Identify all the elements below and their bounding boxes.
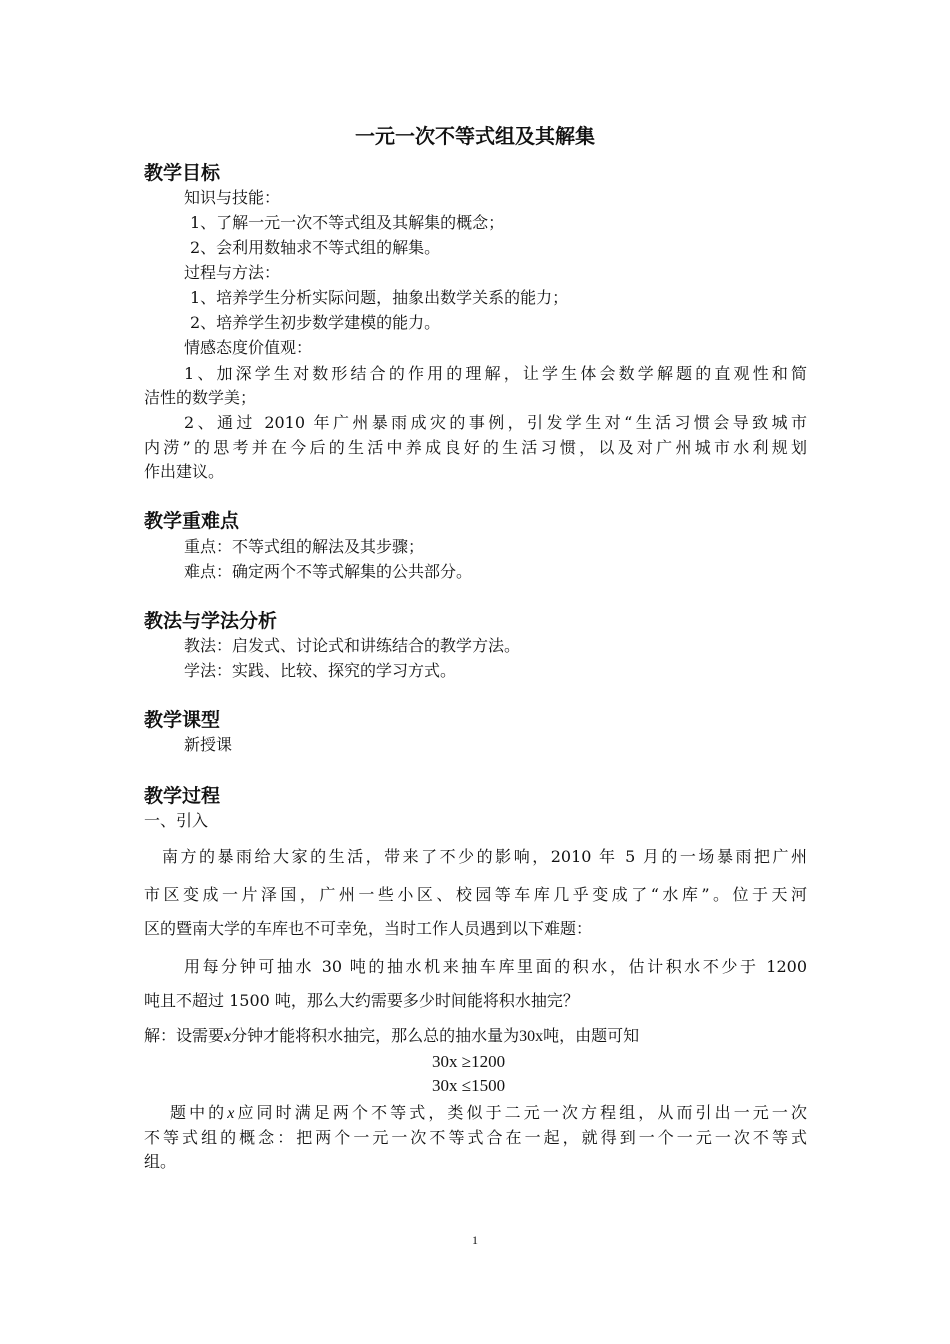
concept-prefix: 题中的 xyxy=(170,1103,228,1122)
document-title: 一元一次不等式组及其解集 xyxy=(355,124,595,148)
concept-variable-x: x xyxy=(227,1105,235,1122)
knowledge-item-1: 1、了解一元一次不等式组及其解集的概念； xyxy=(190,213,505,232)
inequality-1: 30x ≥1200 xyxy=(432,1052,506,1071)
inequality-2: 30x ≤1500 xyxy=(432,1076,506,1095)
section-intro-title: 一、引入 xyxy=(144,811,209,830)
emotion-item-1-line1: 1、加深学生对数形结合的作用的理解，让学生体会数学解题的直观性和简 xyxy=(184,364,807,383)
variable-x: x xyxy=(224,1028,232,1045)
expression-30x: 30x xyxy=(519,1028,544,1045)
intro-line-1: 南方的暴雨给大家的生活，带来了不少的影响，2010 年 5 月的一场暴雨把广州 xyxy=(162,847,807,866)
lesson-type-value: 新授课 xyxy=(184,735,233,754)
solution-prefix: 解：设需要 xyxy=(144,1026,225,1045)
concept-line-1-rest: 应同时满足两个不等式，类似于二元一次方程组，从而引出一元一次 xyxy=(234,1103,807,1122)
knowledge-label: 知识与技能： xyxy=(184,188,281,207)
emotion-item-1-line2: 洁性的数学美； xyxy=(144,388,257,407)
emotion-item-2-line1: 2、通过 2010 年广州暴雨成灾的事例，引发学生对“生活习惯会导致城市 xyxy=(184,413,807,432)
page-number: 1 xyxy=(472,1233,478,1247)
intro-line-3: 区的暨南大学的车库也不可幸免，当时工作人员遇到以下难题： xyxy=(144,919,593,938)
heading-process: 教学过程 xyxy=(144,785,221,807)
heading-methods: 教法与学法分析 xyxy=(144,610,278,632)
concept-line-3: 组。 xyxy=(144,1152,177,1171)
problem-line-2: 吨且不超过 1500 吨，那么大约需要多少时间能将积水抽完？ xyxy=(144,991,579,1010)
intro-line-2: 市区变成一片泽国，广州一些小区、校园等车库几乎变成了“水库”。位于天河 xyxy=(144,885,807,904)
solution-line xyxy=(144,1025,639,1048)
key-point-focus: 重点：不等式组的解法及其步骤； xyxy=(184,537,425,556)
solution-middle: 分钟才能将积水抽完，那么总的抽水量为 xyxy=(231,1026,520,1045)
concept-line-1 xyxy=(170,1100,807,1126)
heading-key-points: 教学重难点 xyxy=(144,510,240,532)
heading-lesson-type: 教学课型 xyxy=(144,709,221,731)
emotion-label: 情感态度价值观： xyxy=(184,338,313,357)
emotion-item-2-line3: 作出建议。 xyxy=(144,462,225,481)
knowledge-item-2: 2、会利用数轴求不等式组的解集。 xyxy=(190,238,441,257)
problem-line-1: 用每分钟可抽水 30 吨的抽水机来抽车库里面的积水，估计积水不少于 1200 xyxy=(184,957,807,976)
emotion-item-2-line2: 内涝”的思考并在今后的生活中养成良好的生活习惯，以及对广州城市水利规划 xyxy=(144,438,807,457)
process-label: 过程与方法： xyxy=(184,263,281,282)
key-point-difficulty: 难点：确定两个不等式解集的公共部分。 xyxy=(184,562,473,581)
method-teaching: 教法：启发式、讨论式和讲练结合的教学方法。 xyxy=(184,636,521,655)
method-learning: 学法：实践、比较、探究的学习方式。 xyxy=(184,661,457,680)
process-item-2: 2、培养学生初步数学建模的能力。 xyxy=(190,313,441,332)
concept-line-2: 不等式组的概念：把两个一元一次不等式合在一起，就得到一个一元一次不等式 xyxy=(144,1128,807,1147)
process-item-1: 1、培养学生分析实际问题，抽象出数学关系的能力； xyxy=(190,288,569,307)
heading-objectives: 教学目标 xyxy=(144,162,221,184)
solution-suffix: 吨，由题可知 xyxy=(543,1026,640,1045)
